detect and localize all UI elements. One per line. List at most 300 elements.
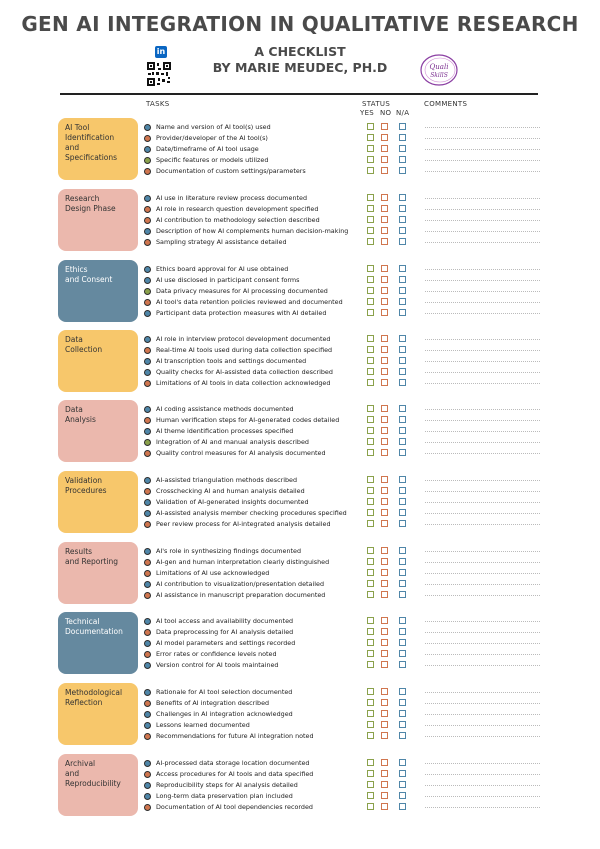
checklist-item (144, 334, 544, 345)
comment-line[interactable] (425, 231, 540, 232)
na-checkbox[interactable] (399, 216, 406, 223)
na-checkbox[interactable] (399, 639, 406, 646)
yes-checkbox[interactable] (367, 770, 374, 777)
checklist-item (144, 557, 544, 568)
na-checkbox[interactable] (399, 298, 406, 305)
task-text: Documentation of AI tool dependencies recorded (156, 803, 313, 811)
comment-line[interactable] (425, 480, 540, 481)
na-checkbox[interactable] (399, 194, 406, 201)
checklist-item (144, 475, 544, 486)
comment-line[interactable] (425, 171, 540, 172)
no-checkbox[interactable] (381, 145, 388, 152)
no-checkbox[interactable] (381, 449, 388, 456)
yes-checkbox[interactable] (367, 205, 374, 212)
quali-skills-logo (418, 52, 460, 88)
no-checkbox[interactable] (381, 379, 388, 386)
na-checkbox[interactable] (399, 145, 406, 152)
comment-line[interactable] (425, 632, 540, 633)
yes-header: YES (360, 109, 375, 117)
comment-line[interactable] (425, 654, 540, 655)
comment-line[interactable] (425, 149, 540, 150)
comment-line[interactable] (425, 160, 540, 161)
na-checkbox[interactable] (399, 650, 406, 657)
bullet-icon (144, 369, 151, 376)
na-checkbox[interactable] (399, 368, 406, 375)
no-checkbox[interactable] (381, 134, 388, 141)
task-text: Limitations of AI tools in data collection acknowledged (156, 379, 331, 387)
comment-line[interactable] (425, 763, 540, 764)
no-checkbox[interactable] (381, 710, 388, 717)
no-checkbox[interactable] (381, 309, 388, 316)
checklist-section (58, 542, 540, 606)
yes-checkbox[interactable] (367, 216, 374, 223)
no-checkbox[interactable] (381, 509, 388, 516)
category-card (58, 189, 138, 251)
na-checkbox[interactable] (399, 558, 406, 565)
yes-checkbox[interactable] (367, 368, 374, 375)
comment-line[interactable] (425, 513, 540, 514)
checklist-item (144, 497, 544, 508)
category-card (58, 260, 138, 322)
comment-line[interactable] (425, 302, 540, 303)
comment-line[interactable] (425, 524, 540, 525)
category-label (65, 617, 123, 637)
checklist-item (144, 356, 544, 367)
na-checkbox[interactable] (399, 617, 406, 624)
yes-checkbox[interactable] (367, 520, 374, 527)
na-checkbox[interactable] (399, 309, 406, 316)
checklist-item (144, 758, 544, 769)
no-checkbox[interactable] (381, 520, 388, 527)
comment-line[interactable] (425, 372, 540, 373)
na-checkbox[interactable] (399, 498, 406, 505)
no-checkbox[interactable] (381, 558, 388, 565)
na-checkbox[interactable] (399, 346, 406, 353)
category-label-line: Documentation (65, 627, 123, 636)
na-checkbox[interactable] (399, 580, 406, 587)
no-checkbox[interactable] (381, 368, 388, 375)
na-checkbox[interactable] (399, 759, 406, 766)
no-checkbox[interactable] (381, 156, 388, 163)
na-checkbox[interactable] (399, 357, 406, 364)
comment-line[interactable] (425, 502, 540, 503)
checklist-section (58, 471, 540, 535)
na-checkbox[interactable] (399, 661, 406, 668)
checklist-item (144, 590, 544, 601)
checklist-item (144, 378, 544, 389)
no-checkbox[interactable] (381, 216, 388, 223)
bullet-icon (144, 581, 151, 588)
no-checkbox[interactable] (381, 803, 388, 810)
no-checkbox[interactable] (381, 759, 388, 766)
bullet-icon (144, 804, 151, 811)
checklist-item (144, 204, 544, 215)
no-checkbox[interactable] (381, 427, 388, 434)
checklist-item (144, 709, 544, 720)
yes-checkbox[interactable] (367, 287, 374, 294)
no-checkbox[interactable] (381, 721, 388, 728)
comment-line[interactable] (425, 621, 540, 622)
checklist-item (144, 133, 544, 144)
comment-line[interactable] (425, 796, 540, 797)
na-checkbox[interactable] (399, 476, 406, 483)
na-checkbox[interactable] (399, 238, 406, 245)
comment-line[interactable] (425, 280, 540, 281)
no-checkbox[interactable] (381, 650, 388, 657)
no-checkbox[interactable] (381, 346, 388, 353)
bullet-icon (144, 618, 151, 625)
category-label-line: Analysis (65, 415, 96, 424)
task-text: AI's role in synthesizing findings documented (156, 547, 301, 555)
comment-line[interactable] (425, 551, 540, 552)
no-checkbox[interactable] (381, 287, 388, 294)
checklist-item (144, 698, 544, 709)
comment-line[interactable] (425, 736, 540, 737)
task-text: Limitations of AI use acknowledged (156, 569, 270, 577)
no-checkbox[interactable] (381, 770, 388, 777)
checklist-item (144, 426, 544, 437)
task-text: Name and version of AI tool(s) used (156, 123, 271, 131)
checklist-item (144, 769, 544, 780)
no-checkbox[interactable] (381, 792, 388, 799)
task-text: Peer review process for AI-integrated analysis detailed (156, 520, 331, 528)
yes-checkbox[interactable] (367, 781, 374, 788)
no-checkbox[interactable] (381, 476, 388, 483)
no-checkbox[interactable] (381, 547, 388, 554)
na-checkbox[interactable] (399, 569, 406, 576)
category-label-line: Specifications (65, 153, 118, 162)
no-checkbox[interactable] (381, 205, 388, 212)
na-checkbox[interactable] (399, 167, 406, 174)
no-checkbox[interactable] (381, 194, 388, 201)
comment-line[interactable] (425, 595, 540, 596)
comment-line[interactable] (425, 491, 540, 492)
yes-checkbox[interactable] (367, 650, 374, 657)
no-checkbox[interactable] (381, 167, 388, 174)
bullet-icon (144, 266, 151, 273)
checklist-item (144, 508, 544, 519)
no-checkbox[interactable] (381, 628, 388, 635)
comment-line[interactable] (425, 420, 540, 421)
checklist-item (144, 627, 544, 638)
no-checkbox[interactable] (381, 617, 388, 624)
yes-checkbox[interactable] (367, 639, 374, 646)
bullet-icon (144, 711, 151, 718)
task-text: AI role in interview protocol development documented (156, 335, 331, 343)
na-checkbox[interactable] (399, 427, 406, 434)
yes-checkbox[interactable] (367, 661, 374, 668)
yes-checkbox[interactable] (367, 732, 374, 739)
checklist-item (144, 687, 544, 698)
yes-checkbox[interactable] (367, 628, 374, 635)
comment-line[interactable] (425, 383, 540, 384)
no-checkbox[interactable] (381, 591, 388, 598)
comment-line[interactable] (425, 198, 540, 199)
comment-line[interactable] (425, 573, 540, 574)
no-checkbox[interactable] (381, 238, 388, 245)
category-card (58, 754, 138, 816)
yes-checkbox[interactable] (367, 145, 374, 152)
comments-header: COMMENTS (424, 100, 468, 108)
yes-checkbox[interactable] (367, 498, 374, 505)
yes-checkbox[interactable] (367, 427, 374, 434)
yes-checkbox[interactable] (367, 509, 374, 516)
category-label (65, 123, 117, 163)
yes-checkbox[interactable] (367, 238, 374, 245)
na-checkbox[interactable] (399, 721, 406, 728)
comment-line[interactable] (425, 692, 540, 693)
no-checkbox[interactable] (381, 123, 388, 130)
yes-checkbox[interactable] (367, 759, 374, 766)
yes-checkbox[interactable] (367, 276, 374, 283)
category-label (65, 335, 102, 355)
comment-line[interactable] (425, 350, 540, 351)
bullet-icon (144, 417, 151, 424)
yes-checkbox[interactable] (367, 134, 374, 141)
na-checkbox[interactable] (399, 335, 406, 342)
no-checkbox[interactable] (381, 781, 388, 788)
no-checkbox[interactable] (381, 639, 388, 646)
comment-line[interactable] (425, 242, 540, 243)
author-line: BY MARIE MEUDEC, PH.D (212, 60, 388, 75)
na-checkbox[interactable] (399, 781, 406, 788)
subtitle (0, 44, 600, 76)
yes-checkbox[interactable] (367, 405, 374, 412)
comment-line[interactable] (425, 562, 540, 563)
no-checkbox[interactable] (381, 732, 388, 739)
no-checkbox[interactable] (381, 498, 388, 505)
comment-line[interactable] (425, 725, 540, 726)
category-label-line: Research (65, 194, 100, 203)
yes-checkbox[interactable] (367, 591, 374, 598)
na-checkbox[interactable] (399, 227, 406, 234)
bullet-icon (144, 782, 151, 789)
yes-checkbox[interactable] (367, 167, 374, 174)
na-checkbox[interactable] (399, 803, 406, 810)
yes-checkbox[interactable] (367, 476, 374, 483)
checklist-item (144, 297, 544, 308)
yes-checkbox[interactable] (367, 379, 374, 386)
bullet-icon (144, 477, 151, 484)
yes-checkbox[interactable] (367, 547, 374, 554)
category-label-line: and Consent (65, 275, 113, 284)
na-checkbox[interactable] (399, 688, 406, 695)
na-checkbox[interactable] (399, 405, 406, 412)
yes-checkbox[interactable] (367, 558, 374, 565)
bullet-icon (144, 629, 151, 636)
yes-checkbox[interactable] (367, 194, 374, 201)
na-checkbox[interactable] (399, 628, 406, 635)
comment-line[interactable] (425, 714, 540, 715)
comment-line[interactable] (425, 209, 540, 210)
no-checkbox[interactable] (381, 487, 388, 494)
task-text: AI transcription tools and settings documented (156, 357, 307, 365)
task-text: AI-assisted triangulation methods described (156, 476, 298, 484)
comment-line[interactable] (425, 442, 540, 443)
comment-line[interactable] (425, 807, 540, 808)
na-checkbox[interactable] (399, 449, 406, 456)
checklist-item (144, 448, 544, 459)
yes-checkbox[interactable] (367, 721, 374, 728)
task-text: Provider/developer of the AI tool(s) (156, 134, 268, 142)
task-text: AI theme identification processes specified (156, 427, 294, 435)
no-checkbox[interactable] (381, 298, 388, 305)
no-checkbox[interactable] (381, 276, 388, 283)
bullet-icon (144, 689, 151, 696)
bullet-icon (144, 439, 151, 446)
comment-line[interactable] (425, 313, 540, 314)
no-checkbox[interactable] (381, 661, 388, 668)
no-checkbox[interactable] (381, 569, 388, 576)
na-checkbox[interactable] (399, 770, 406, 777)
yes-checkbox[interactable] (367, 227, 374, 234)
task-text: Error rates or confidence levels noted (156, 650, 277, 658)
checklist-section (58, 118, 540, 182)
task-text: Documentation of custom settings/parameters (156, 167, 306, 175)
comment-line[interactable] (425, 453, 540, 454)
na-checkbox[interactable] (399, 123, 406, 130)
yes-checkbox[interactable] (367, 156, 374, 163)
no-checkbox[interactable] (381, 580, 388, 587)
linkedin-icon[interactable]: in (156, 47, 166, 56)
no-checkbox[interactable] (381, 688, 388, 695)
checklist-item (144, 546, 544, 557)
yes-checkbox[interactable] (367, 335, 374, 342)
yes-checkbox[interactable] (367, 298, 374, 305)
comment-line[interactable] (425, 584, 540, 585)
comment-line[interactable] (425, 361, 540, 362)
na-header: N/A (396, 109, 410, 117)
task-text: Crosschecking AI and human analysis detailed (156, 487, 305, 495)
no-checkbox[interactable] (381, 335, 388, 342)
checklist-section (58, 189, 540, 253)
checklist-item (144, 791, 544, 802)
yes-checkbox[interactable] (367, 309, 374, 316)
checklist-item (144, 780, 544, 791)
task-text: AI role in research question development specified (156, 205, 319, 213)
yes-checkbox[interactable] (367, 449, 374, 456)
comment-line[interactable] (425, 431, 540, 432)
na-checkbox[interactable] (399, 438, 406, 445)
bullet-icon (144, 206, 151, 213)
yes-checkbox[interactable] (367, 346, 374, 353)
task-text: Integration of AI and manual analysis described (156, 438, 309, 446)
comment-line[interactable] (425, 409, 540, 410)
checklist-section (58, 400, 540, 464)
no-checkbox[interactable] (381, 405, 388, 412)
bullet-icon (144, 336, 151, 343)
yes-checkbox[interactable] (367, 710, 374, 717)
na-checkbox[interactable] (399, 265, 406, 272)
no-checkbox[interactable] (381, 357, 388, 364)
bullet-icon (144, 793, 151, 800)
task-text: AI assistance in manuscript preparation documented (156, 591, 326, 599)
task-text: AI tool access and availability documented (156, 617, 294, 625)
checklist-item (144, 166, 544, 177)
comment-line[interactable] (425, 127, 540, 128)
yes-checkbox[interactable] (367, 792, 374, 799)
checklist-item (144, 616, 544, 627)
yes-checkbox[interactable] (367, 569, 374, 576)
no-checkbox[interactable] (381, 227, 388, 234)
comment-line[interactable] (425, 291, 540, 292)
category-label-line: Procedures (65, 486, 107, 495)
comment-line[interactable] (425, 665, 540, 666)
bullet-icon (144, 700, 151, 707)
checklist-item (144, 286, 544, 297)
no-checkbox[interactable] (381, 265, 388, 272)
category-card (58, 542, 138, 604)
no-checkbox[interactable] (381, 699, 388, 706)
na-checkbox[interactable] (399, 792, 406, 799)
bullet-icon (144, 640, 151, 647)
bullet-icon (144, 347, 151, 354)
yes-checkbox[interactable] (367, 123, 374, 130)
bullet-icon (144, 228, 151, 235)
no-checkbox[interactable] (381, 438, 388, 445)
checklist-item (144, 660, 544, 671)
na-checkbox[interactable] (399, 379, 406, 386)
comment-line[interactable] (425, 785, 540, 786)
comment-line[interactable] (425, 703, 540, 704)
yes-checkbox[interactable] (367, 803, 374, 810)
yes-checkbox[interactable] (367, 416, 374, 423)
na-checkbox[interactable] (399, 205, 406, 212)
yes-checkbox[interactable] (367, 265, 374, 272)
comment-line[interactable] (425, 138, 540, 139)
na-checkbox[interactable] (399, 134, 406, 141)
checklist-item (144, 519, 544, 530)
yes-checkbox[interactable] (367, 580, 374, 587)
na-checkbox[interactable] (399, 509, 406, 516)
yes-checkbox[interactable] (367, 357, 374, 364)
task-text: Data privacy measures for AI processing documented (156, 287, 328, 295)
na-checkbox[interactable] (399, 487, 406, 494)
checklist-item (144, 568, 544, 579)
na-checkbox[interactable] (399, 416, 406, 423)
task-text: Real-time AI tools used during data collection specified (156, 346, 333, 354)
na-checkbox[interactable] (399, 156, 406, 163)
task-text: AI use disclosed in participant consent forms (156, 276, 300, 284)
na-checkbox[interactable] (399, 710, 406, 717)
comment-line[interactable] (425, 269, 540, 270)
na-checkbox[interactable] (399, 732, 406, 739)
na-checkbox[interactable] (399, 276, 406, 283)
yes-checkbox[interactable] (367, 438, 374, 445)
yes-checkbox[interactable] (367, 688, 374, 695)
na-checkbox[interactable] (399, 591, 406, 598)
checklist-item (144, 122, 544, 133)
yes-checkbox[interactable] (367, 487, 374, 494)
yes-checkbox[interactable] (367, 617, 374, 624)
qr-code-icon[interactable] (146, 61, 172, 87)
yes-checkbox[interactable] (367, 699, 374, 706)
no-checkbox[interactable] (381, 416, 388, 423)
bullet-icon (144, 760, 151, 767)
bullet-icon (144, 195, 151, 202)
bullet-icon (144, 450, 151, 457)
na-checkbox[interactable] (399, 699, 406, 706)
na-checkbox[interactable] (399, 547, 406, 554)
task-text: AI use in literature review process documented (156, 194, 308, 202)
category-label-line: and (65, 143, 80, 152)
na-checkbox[interactable] (399, 287, 406, 294)
comment-line[interactable] (425, 339, 540, 340)
comment-line[interactable] (425, 774, 540, 775)
na-checkbox[interactable] (399, 520, 406, 527)
comment-line[interactable] (425, 643, 540, 644)
comment-line[interactable] (425, 220, 540, 221)
